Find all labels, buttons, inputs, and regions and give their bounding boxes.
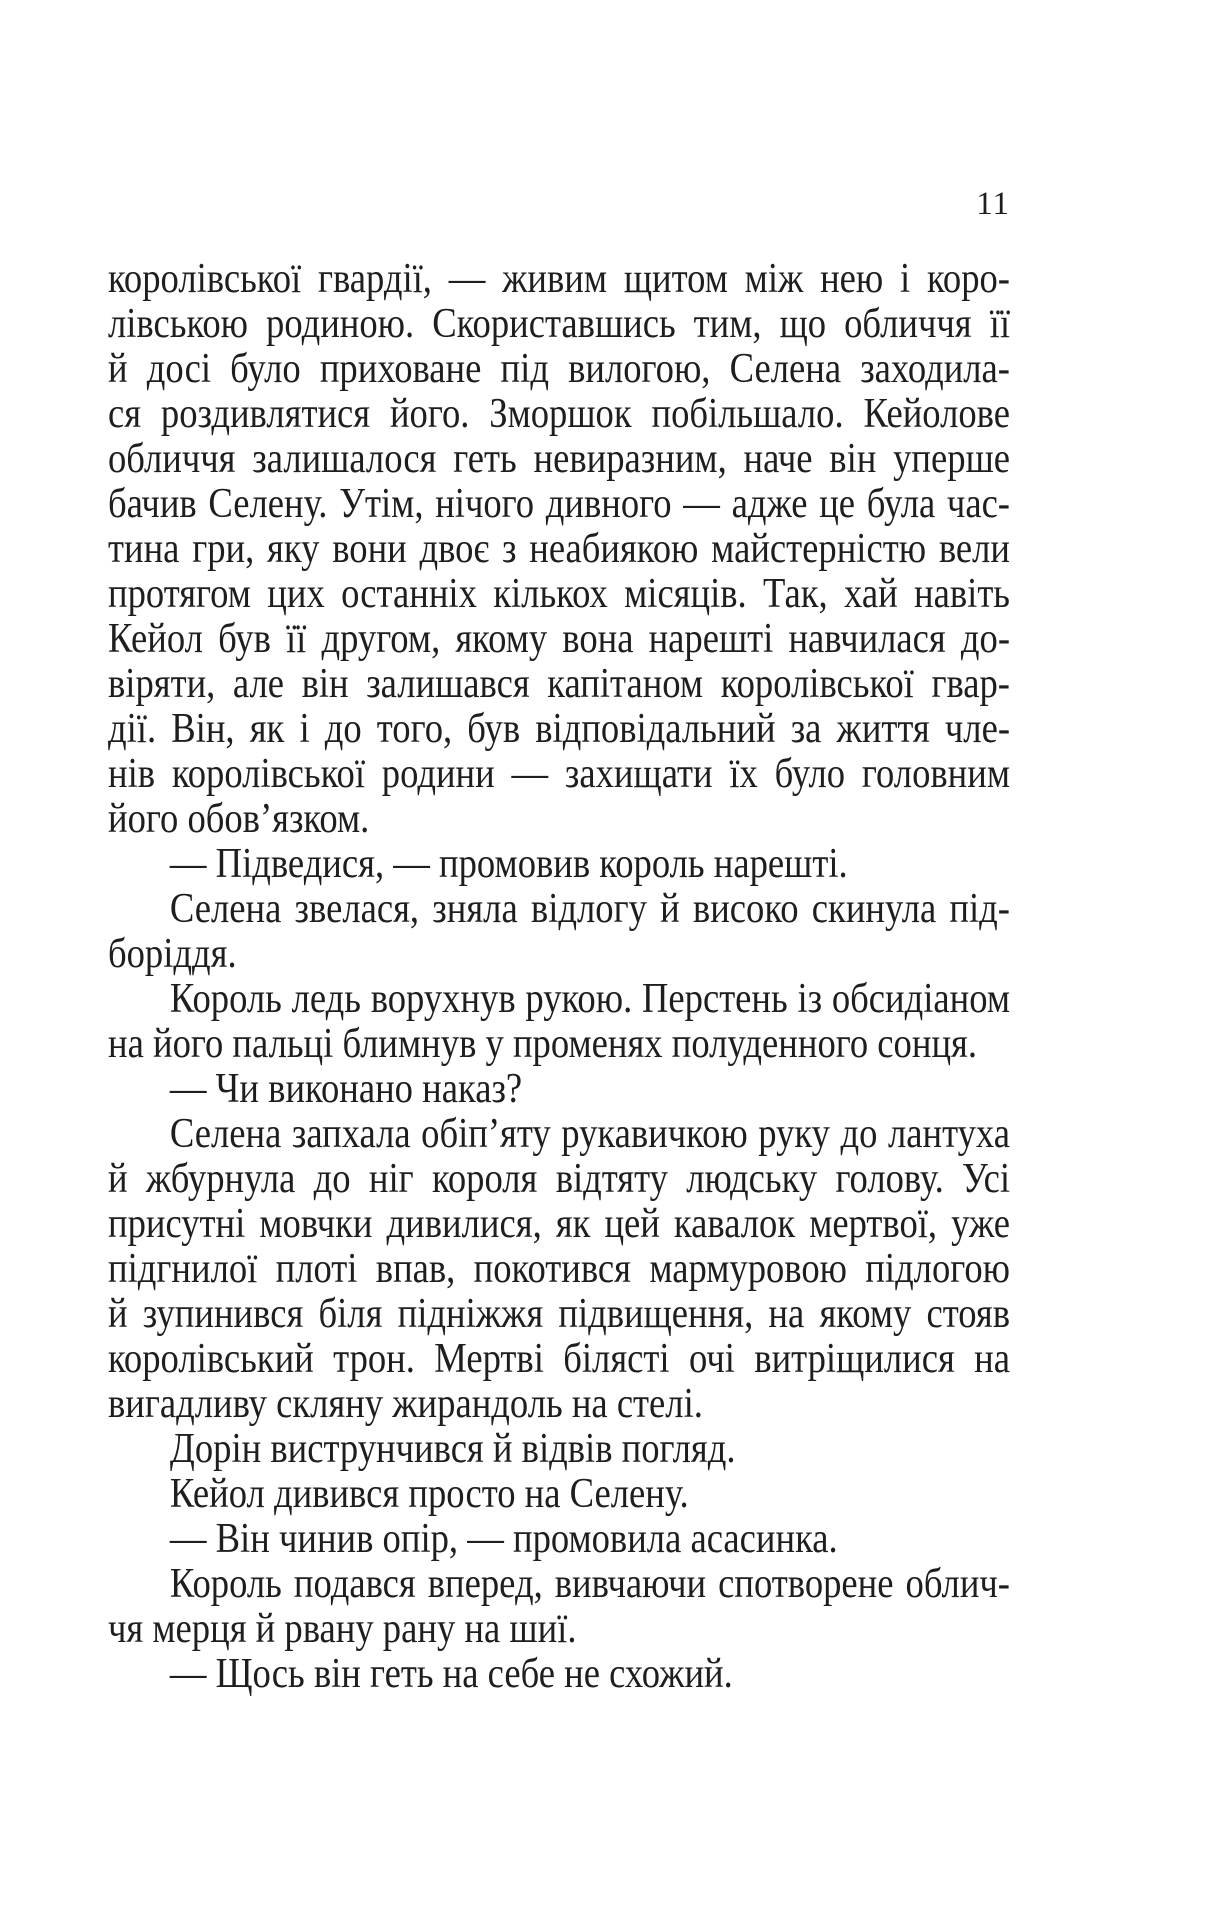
- text-line: ся роздивлятися його. Зморшок побільшало. Кейолове: [108, 392, 1011, 437]
- text-line: нів королівської родини — захищати їх було головним: [108, 752, 1011, 797]
- text-line: Кейол був її другом, якому вона нарешті навчилася до-: [108, 617, 1011, 662]
- text-line: — Він чинив опір, — промовила асасинка.: [169, 1517, 838, 1562]
- text-line: обличчя залишалося геть невиразним, наче він уперше: [108, 437, 1011, 482]
- text-line: присутні мовчки дивилися, як цей кавалок мертвої, уже: [108, 1202, 1011, 1247]
- text-line: чя мерця й рвану рану на шиї.: [108, 1607, 577, 1652]
- page-number: 11: [976, 186, 1010, 222]
- text-line: Король подався вперед, вивчаючи спотворене облич-: [169, 1562, 1011, 1607]
- text-line: королівський трон. Мертві білясті очі витріщилися на: [108, 1337, 1011, 1382]
- text-line: Дорін виструнчився й відвів погляд.: [169, 1427, 736, 1472]
- text-line: протягом цих останніх кількох місяців. Так, хай навіть: [108, 572, 1011, 617]
- text-line: Кейол дивився просто на Селену.: [169, 1472, 689, 1517]
- text-line: підгнилої плоті впав, покотився мармуровою підлогою: [108, 1247, 1011, 1292]
- text-line: його обов’язком.: [108, 797, 370, 842]
- text-line: й жбурнула до ніг короля відтяту людську голову. Усі: [108, 1157, 1011, 1202]
- text-line: королівської гвардії, — живим щитом між нею і коро-: [108, 257, 1011, 302]
- text-line: Селена звелася, зняла відлогу й високо скинула під-: [169, 887, 1011, 932]
- text-line: тина гри, яку вони двоє з неабиякою майстерністю вели: [108, 527, 1011, 572]
- text-line: Король ледь ворухнув рукою. Перстень із обсидіаном: [169, 977, 1011, 1022]
- text-line: вигадливу скляну жирандоль на стелі.: [108, 1382, 703, 1427]
- text-line: — Чи виконано наказ?: [169, 1067, 523, 1112]
- text-line: боріддя.: [108, 932, 237, 977]
- text-line: на його пальці блимнув у променях полуденного сонця.: [108, 1022, 978, 1067]
- text-line: й досі було приховане під вилогою, Селена заходила-: [108, 347, 1011, 392]
- text-line: лівською родиною. Скориставшись тим, що обличчя її: [108, 302, 1011, 347]
- text-line: — Підведися, — промовив король нарешті.: [169, 842, 848, 887]
- text-line: дії. Він, як і до того, був відповідальний за життя чле-: [108, 707, 1011, 752]
- text-line: Селена запхала обіп’яту рукавичкою руку до лантуха: [169, 1112, 1011, 1157]
- text-line: бачив Селену. Утім, нічого дивного — адже це була час-: [108, 482, 1011, 527]
- text-line: — Щось він геть на себе не схожий.: [169, 1652, 733, 1697]
- text-block: [108, 257, 1010, 1697]
- text-line: й зупинився біля підніжжя підвищення, на якому стояв: [108, 1292, 1011, 1337]
- text-line: віряти, але він залишався капітаном королівської гвар-: [108, 662, 1011, 707]
